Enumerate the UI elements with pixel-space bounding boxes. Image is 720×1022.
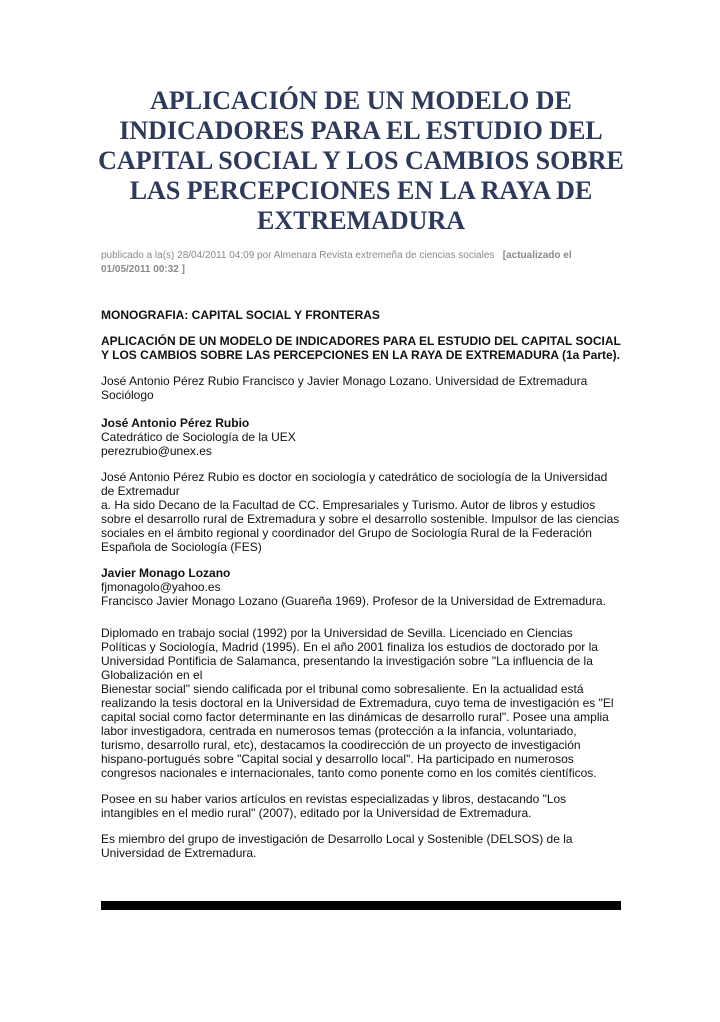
author1-block — [101, 416, 621, 458]
bio-paragraph: Bienestar social" siendo calificada por el tribunal como sobresaliente. En la actualidad está realizando la tesis doctoral en la Universidad de Extremadura, cuyo tema de investigación es "El capital social como factor determinante en las dinámicas de desarrollo rural". Posee una amplia labor investigadora, centrada en numerosos temas (protección a la infancia, voluntariado, turismo, desarrollo rural, etc), destacamos la coodirección de un proyecto de investigación hispano-portugués sobre "Capital social y desarrollo local". Ha participado en numerosos congresos nacionales e internacionales, tanto como ponente como en los comités científicos. — [101, 682, 614, 780]
article-subtitle: APLICACIÓN DE UN MODELO DE INDICADORES PARA EL ESTUDIO DEL CAPITAL SOCIAL Y LOS CAMBIOS SOBRE LAS PERCEPCIONES EN LA RAYA DE EXTREMADURA (1a Parte). — [101, 334, 621, 362]
article-meta — [101, 249, 621, 277]
section-heading: MONOGRAFIA: CAPITAL SOCIAL Y FRONTERAS — [101, 308, 380, 322]
bio-paragraph: Diplomado en trabajo social (1992) por la Universidad de Sevilla. Licenciado en Ciencias Políticas y Sociología, Madrid (1995). En el año 2001 finaliza los estudios de doctorado por la Universidad Pontificia de Salamanca, presentando la investigación sobre "La influencia de la Globalización en el — [101, 626, 598, 682]
authors-line: José Antonio Pérez Rubio Francisco y Javier Monago Lozano. Universidad de Extremadura — [101, 374, 588, 388]
author2-block — [101, 566, 621, 608]
bio-paragraph: a. Ha sido Decano de la Facultad de CC. Empresariales y Turismo. Autor de libros y estudios sobre el desarrollo rural de Extremadura y sobre el desarrollo sostenible. Impulsor de las ciencias sociales en el ámbito regional y coordinador del Grupo de Sociología Rural de la Federación Española de Sociología (FES) — [101, 498, 620, 554]
published-info: publicado a la(s) 28/04/2011 04:09 por Almenara Revista extremeña de ciencias sociales — [101, 250, 495, 261]
author1-name: José Antonio Pérez Rubio — [101, 416, 250, 430]
authors-line: Sociólogo — [101, 388, 154, 402]
group-paragraph: Es miembro del grupo de investigación de Desarrollo Local y Sostenible (DELSOS) de la Universidad de Extremadura. — [101, 832, 573, 860]
publications-paragraph: Posee en su haber varios artículos en revistas especializadas y libros, destacando "Los intangibles en el medio rural" (2007), editado por la Universidad de Extremadura. — [101, 792, 567, 820]
bio-paragraph: José Antonio Pérez Rubio es doctor en sociología y catedrático de sociología de la Universidad de Extremadur — [101, 470, 608, 498]
author1-email: perezrubio@unex.es — [101, 444, 212, 458]
author1-bio — [101, 470, 621, 554]
author2-bio — [101, 626, 621, 780]
bottom-rule — [101, 901, 621, 910]
author2-intro: Francisco Javier Monago Lozano (Guareña 1969). Profesor de la Universidad de Extremadura. — [101, 594, 606, 608]
author1-role: Catedrático de Sociología de la UEX — [101, 430, 296, 444]
article-title: APLICACIÓN DE UN MODELO DE INDICADORES PARA EL ESTUDIO DEL CAPITAL SOCIAL Y LOS CAMBIOS SOBRE LAS PERCEPCIONES EN LA RAYA DE EXTREMADURA — [98, 86, 624, 235]
author2-email: fjmonagolo@yahoo.es — [101, 580, 221, 594]
authors-block — [101, 374, 621, 402]
author2-name: Javier Monago Lozano — [101, 566, 231, 580]
updated-info: [actualizado el 01/05/2011 00:32 ] — [101, 250, 572, 275]
article-body — [101, 308, 621, 860]
